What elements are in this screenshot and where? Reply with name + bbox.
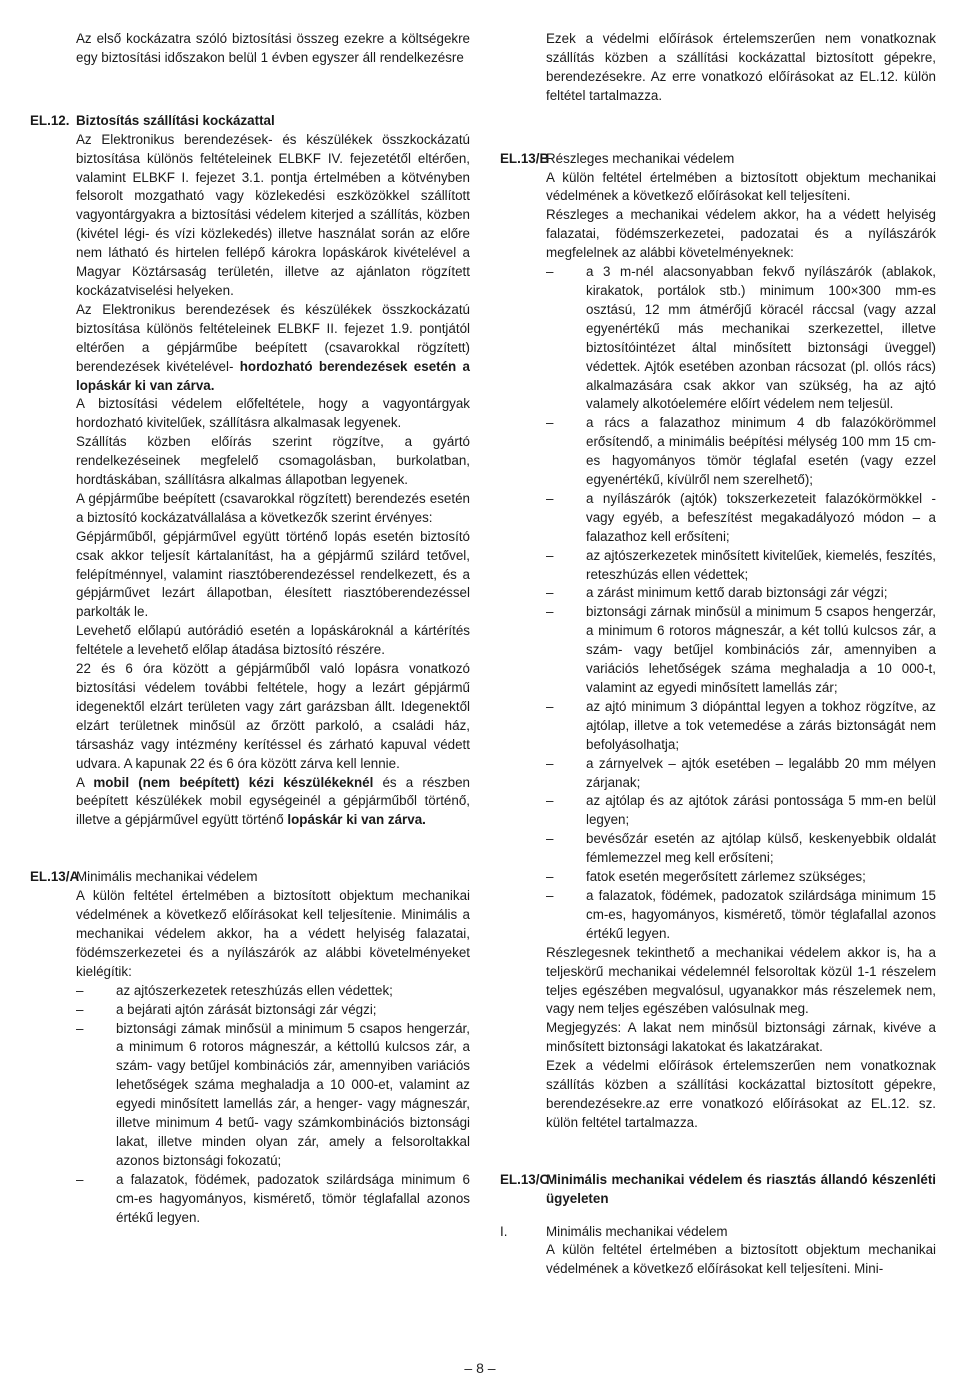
dash-marker: – xyxy=(546,793,554,809)
el13c-heading xyxy=(500,1171,936,1209)
el13b-list-item-text: a falazatok, födémek, padozatok szilárdsága minimum 15 cm-es, hagyományos, kismérető, tömör téglafallal azonos értékű legyen. xyxy=(586,887,936,941)
el13b-list-item xyxy=(546,698,936,755)
el13b-list-item-text: az ajtó minimum 3 diópánttal legyen a tokhoz rögzítve, az ajtólap, illetve a tok vetemedése a zárás biztonságát nem befolyásolhatja; xyxy=(586,698,936,752)
el12-body xyxy=(30,131,470,831)
el12-paragraph-9-bold-1: mobil (nem beépített) kézi készülékeknél xyxy=(93,774,374,790)
dash-marker: – xyxy=(546,585,554,601)
el13b-list-item xyxy=(546,584,936,603)
el13b-list-item-text: biztonsági zárnak minősül a minimum 5 csapos hengerzár, a minimum 6 rotoros mágneszár, a két tollú kulcsos zár, a szám- vagy betűjel kombinációs zár, amennyiben a variációs lehetőségek száma meghaladja a 10 000-t, valamint az egyedi minősített lamellás zár; xyxy=(586,604,936,695)
el13a-list-item xyxy=(76,1001,470,1020)
el13b-list-item xyxy=(546,263,936,414)
dash-marker: – xyxy=(546,869,554,885)
left-column xyxy=(30,30,470,1227)
el12-paragraph-2 xyxy=(76,301,470,396)
el13a-list-item xyxy=(76,982,470,1001)
el13a-list-item-text: biztonsági zámak minősül a minimum 5 csapos hengerzár, a minimum 6 rotoros mágneszár, a kéttollú kulcsos zár, a szám- vagy betűjel kombinációs zár, amennyiben variációs lehetőségek száma meghaladja a 10 000-et, valamint az egyedi minősített lamellás zár, a henger- vagy mágneszár, illetve minimum 4 betű- vagy számkombinációs biztonsági lakat, illetve minden olyan zár, amely a felsoroltakkal azonos biztonsági fokozatú; xyxy=(116,1020,470,1168)
el12-paragraph-9 xyxy=(76,774,470,831)
dash-marker: – xyxy=(76,1001,84,1017)
dash-marker: – xyxy=(546,887,554,903)
el13c-body xyxy=(500,1223,936,1280)
right-column xyxy=(500,30,936,1279)
el13b-paragraph-2: Részleges a mechanikai védelem akkor, ha a védett helyiség falazatai, födémszerkezetei, padozatai és a nyílászárók megfelelnek az alábbi követelményeknek: xyxy=(546,207,936,261)
page-number: – 8 – xyxy=(464,1360,496,1376)
el13b-list-item xyxy=(546,490,936,547)
el13b-list-item-text: a nyílászárók (ajtók) tokszerkezeteit falazókörmökkel - vagy egyéb, a befeszítést megakadályozó módon – a falazathoz kell erősíteni; xyxy=(586,490,936,544)
el12-paragraph-4: Szállítás közben előírás szerint rögzítve, a gyártó rendelkezéseinek megfelelő csomagolásban, burkolatban, hordtáskában, szállításra alkalmas állapotban legyenek. xyxy=(76,434,470,488)
el13b-paragraph-3: Részlegesnek tekinthető a mechanikai védelem akkor is, ha a teljeskörű mechanikai védelemnél felsoroltak közül 1-1 részelem teljes egészében megvalósul, ugyanakkor más részelemek nem, vagy nem teljes egészében valósulnak meg. xyxy=(546,944,936,1017)
el12-code: EL.12. xyxy=(30,112,70,128)
el13b-paragraph-4: Megjegyzés: A lakat nem minősül biztonsági zárnak, kivéve a minősített biztonsági lakatokat és lakatzárakat. xyxy=(546,1020,936,1055)
dash-marker: – xyxy=(546,755,554,771)
el13b-list-item xyxy=(546,547,936,585)
el13b-list-item xyxy=(546,755,936,793)
el13b-body xyxy=(500,169,936,1133)
el13b-list-item-text: a rács a falazathoz minimum 4 db falazókörömmel erősítendő, a minimális beépítési mélység 100 mm 15 cm-es hagyományos tömör téglafal esetén (vagy ezzel egyenértékű, kívülről nem szerelhető); xyxy=(586,415,936,488)
el13b-list-item xyxy=(546,603,936,698)
el13b-list-item-text: a 3 m-nél alacsonyabban fekvő nyílászárók (ablakok, kirakatok, portálok stb.) minimum 100×300 mm-es osztású, 12 mm átmérőjű köracél ráccsal (vagy azzal egyenértékű más mechanikai szerkezettel, illetve biztosítóintézet által minősített biztonsági üveggel) védettek. Ajtók esetében azonban rácsozat (pl. ollós rács) alkalmazására csak akkor van szükség, ha az ajtó valamely alkotóelemére előírt védelem nem teljesül. xyxy=(586,264,936,412)
el13b-list-item xyxy=(546,887,936,944)
el12-paragraph-9-bold-2: lopáskár ki van zárva. xyxy=(287,812,426,828)
el13a-body xyxy=(30,887,470,1227)
el13b-list-item-text: a zárást minimum kettő darab biztonsági zár végzi; xyxy=(586,585,888,601)
el13c-title: Minimális mechanikai védelem és riasztás állandó készenléti ügyeleten xyxy=(546,1171,936,1206)
el12-paragraph-2-text: Az Elektronikus berendezések és készülékek összkockázatú biztosítása különös feltételeinek ELBKF II. fejezet 1.9. pontjától eltérően a gépjárműbe beépített (csavarokkal rögzített) berendezések kivételével- xyxy=(76,301,470,374)
el12-title: Biztosítás szállítási kockázattal xyxy=(76,112,275,128)
dash-marker: – xyxy=(76,1171,84,1187)
el13b-list-item-text: a zárnyelvek – ajtók esetében – legalább 20 mm mélyen zárjanak; xyxy=(586,755,936,790)
el12-paragraph-3: A biztosítási védelem előfeltétele, hogy a vagyontárgyak hordozható kivitelűek, szállításra alkalmasak legyenek. xyxy=(76,396,470,431)
dash-marker: – xyxy=(546,604,554,620)
dash-marker: – xyxy=(76,1020,84,1036)
el13c-code: EL.13/C xyxy=(500,1171,550,1187)
el12-paragraph-9-a: A xyxy=(76,774,94,790)
el13a-list-item-text: a falazatok, födémek, padozatok szilárdsága minimum 6 cm-es hagyományos, kismérető, tömör téglafallal azonos értékű legyen. xyxy=(116,1171,470,1225)
el12-paragraph-6: Gépjárműből, gépjárművel együtt történő lopás esetén biztosító csak akkor teljesít kártalanítást, ha a gépjármű szilárd tetővel, felépítménnyel, valamint riasztóberendezéssel rendelkezett, és a gépjárművet lezárt állapotban, élesített riasztóberendezéssel parkolták le. xyxy=(76,528,470,620)
el13a-heading xyxy=(30,868,470,887)
el13b-paragraph-5: Ezek a védelmi előírások értelemszerűen nem vonatkoznak szállítás közben a szállítási kockázattal biztosított gépekre, berendezésekre.az erre vonatkozó előírásokat az EL.12. sz. külön feltétel tartalmazza. xyxy=(546,1058,936,1130)
el13b-code: EL.13/B xyxy=(500,150,550,166)
el13b-title: Részleges mechanikai védelem xyxy=(546,150,735,166)
el13b-list-item xyxy=(546,830,936,868)
el13a-list-item xyxy=(76,1171,470,1228)
el12-paragraph-9-c: és a részben beépített készülékek mobil egységeinél a gépjárműből történő, illetve a gépjárművel együtt történő xyxy=(76,774,470,828)
dash-marker: – xyxy=(546,698,554,714)
el13a-list-item xyxy=(76,1020,470,1171)
el13a-paragraph-1: A külön feltétel értelmében a biztosított objektum mechanikai védelmének a következő előírásokat kell teljesítenie. Minimális a mechanikai védelem akkor, ha a védett helyiség falazatai, födémszerkezetei és a nyílászárók az alábbi követelményeket kielégítik: xyxy=(76,888,470,979)
el12-paragraph-2-bold: hordozható berendezések esetén a lopáskár ki van zárva. xyxy=(76,358,470,393)
el13b-heading xyxy=(500,150,936,169)
el13a-code: EL.13/A xyxy=(30,869,80,885)
dash-marker: – xyxy=(76,982,84,998)
el13b-list-item xyxy=(546,792,936,830)
left-intro-paragraph: Az első kockázatra szóló biztosítási összeg ezekre a költségekre egy biztosítási időszakon belül 1 évben egyszer áll rendelkezésre xyxy=(76,31,470,65)
el13a-list-item-text: a bejárati ajtón zárását biztonsági zár végzi; xyxy=(116,1001,377,1017)
el13c-sub-title: Minimális mechanikai védelem xyxy=(546,1223,728,1239)
dash-marker: – xyxy=(546,831,554,847)
dash-marker: – xyxy=(546,547,554,563)
el12-heading xyxy=(30,112,470,131)
dash-marker: – xyxy=(546,490,554,506)
el13b-list-item-text: az ajtólap és az ajtótok zárási pontossága 5 mm-en belül legyen; xyxy=(586,793,936,828)
dash-marker: – xyxy=(546,415,554,431)
el12-paragraph-8: 22 és 6 óra között a gépjárműből való lopásra vonatkozó biztosítási védelem további feltétele, hogy a lezárt gépjármű idegenektől elzárt területen vagy zárt garázsban állt. Idegenektől elzárt területnek minősül az őrzött parkoló, a családi ház, társasház vagy intézmény kerítéssel és zárható kapuval védett udvara. A kapunak 22 és 6 óra között zárva kell lennie. xyxy=(76,661,470,771)
el13b-list-item xyxy=(546,414,936,490)
el13b-list-item xyxy=(546,868,936,887)
dash-marker: – xyxy=(546,264,554,280)
el13b-list-item-text: bevésőzár esetén az ajtólap külső, keskenyebbik oldalát fémlemezzel meg kell erősíteni; xyxy=(586,831,936,866)
el13b-list-item-text: fatok esetén megerősített zárlemez szükséges; xyxy=(586,869,866,885)
el13a-list-item-text: az ajtószerkezetek reteszhúzás ellen védettek; xyxy=(116,982,393,998)
el13b-paragraph-1: A külön feltétel értelmében a biztosított objektum mechanikai védelmének a következő előírásokat kell teljesíteni. xyxy=(546,169,936,204)
right-intro-paragraph: Ezek a védelmi előírások értelemszerűen nem vonatkoznak szállítás közben a szállítási kockázattal biztosított gépekre, berendezésekre. Az erre vonatkozó előírásokat az EL.12. külön feltétel tartalmazza. xyxy=(546,31,936,103)
el12-paragraph-7: Levehető előlapú autórádió esetén a lopáskároknál a kártérítés feltétele a levehető előlap átadása biztosító részére. xyxy=(76,623,470,658)
el12-paragraph-1: Az Elektronikus berendezések- és készülékek összkockázatú biztosítása különös feltételeinek ELBKF IV. fejezetétől eltérően, valamint ELBKF I. fejezet 3.1. pontja értelmében a kötvényben felsorolt mozgatható vagy közlekedési eszközökkel szállított vagyontárgyakra a biztosítási védelem kiterjed a szállítás, közben (kivétel légi- és vízi közlekedés) illetve használat során az előre nem látható és hirtelen fellépő károkra lopáskárok kivételével a Magyar Köztársaság területén, illetve az ajánlaton rögzített kockázatviselési helyeken. xyxy=(76,131,470,298)
el13c-paragraph-1: A külön feltétel értelmében a biztosított objektum mechanikai védelmének a következő előírásokat kell teljesíteni. Mini- xyxy=(546,1242,936,1277)
el13a-title: Minimális mechanikai védelem xyxy=(76,869,258,885)
el13c-sub-code: I. xyxy=(500,1223,508,1239)
el13c-subheading xyxy=(500,1223,936,1242)
el12-paragraph-5: A gépjárműbe beépített (csavarokkal rögzített) berendezés esetén a biztosító kockázatvállalása a következők szerint érvényes: xyxy=(76,490,470,525)
el13b-list-item-text: az ajtószerkezetek minősített kivitelűek, kiemelés, feszítés, reteszhúzás ellen védettek; xyxy=(586,547,936,582)
